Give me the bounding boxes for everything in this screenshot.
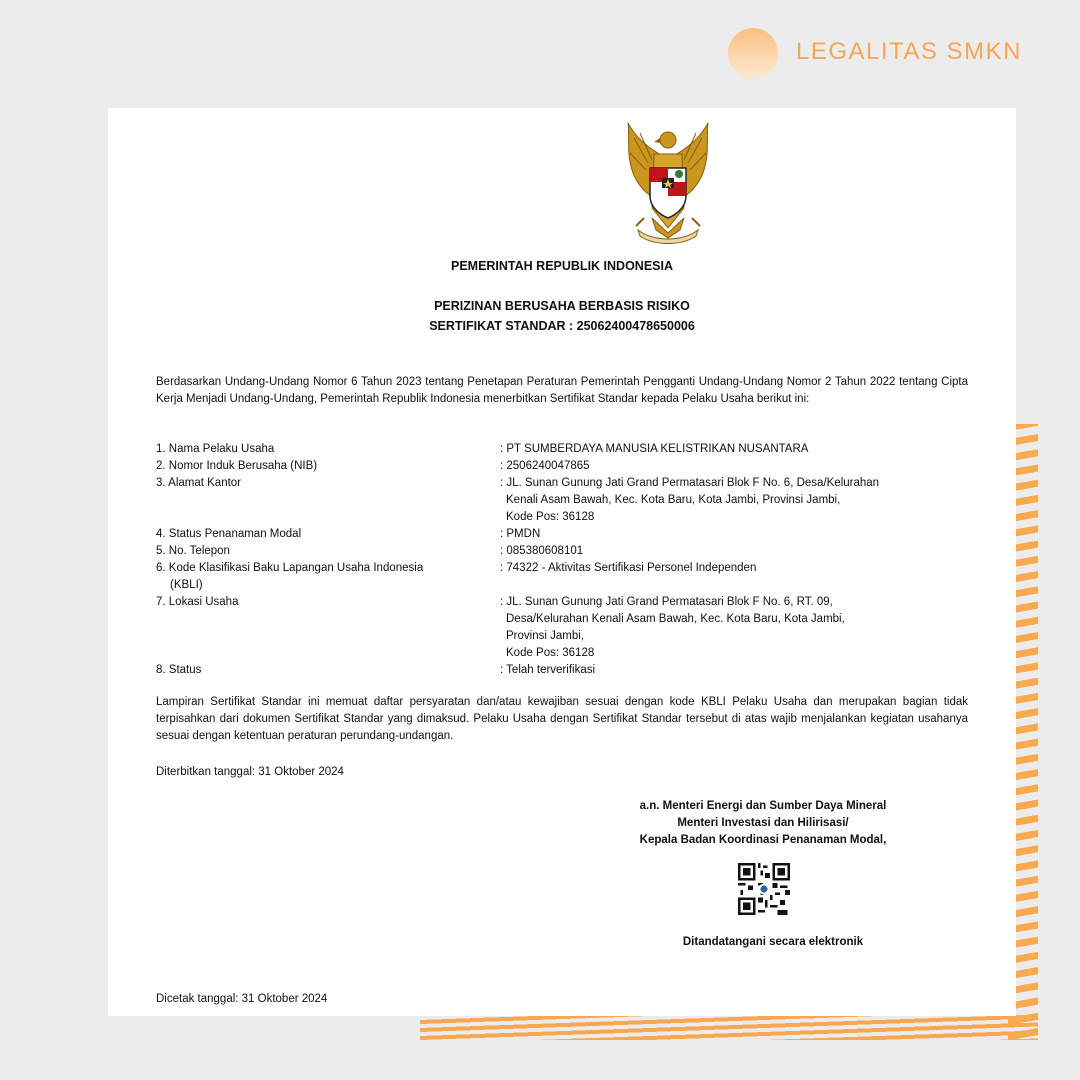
field-value <box>500 441 976 458</box>
field-value-line: : 74322 - Aktivitas Sertifikasi Personel Independen <box>500 562 757 574</box>
field-value-line: : 2506240047865 <box>500 460 590 472</box>
permit-subheading: PERIZINAN BERUSAHA BERBASIS RISIKO <box>434 299 690 313</box>
field-value-line: Kode Pos: 36128 <box>506 511 595 523</box>
qr-code-icon <box>738 863 790 915</box>
brand-circle-logo <box>728 28 778 78</box>
field-value <box>500 594 976 662</box>
field-label: 2. Nomor Induk Berusaha (NIB) <box>156 460 318 472</box>
field-value <box>500 458 976 475</box>
field-value-line: Desa/Kelurahan Kenali Asam Bawah, Kec. Kota Baru, Kota Jambi, <box>506 613 845 625</box>
issued-date: Diterbitkan tanggal: 31 Oktober 2024 <box>156 766 344 778</box>
field-value <box>500 526 976 543</box>
printed-date: Dicetak tanggal: 31 Oktober 2024 <box>156 993 328 1005</box>
field-value-line: : JL. Sunan Gunung Jati Grand Permatasari Blok F No. 6, RT. 09, <box>500 596 833 608</box>
field-row <box>156 594 976 662</box>
signature-block <box>598 798 928 849</box>
field-label: 8. Status <box>156 664 202 676</box>
garuda-emblem-icon <box>608 118 728 248</box>
field-row <box>156 526 976 543</box>
certificate-number: SERTIFIKAT STANDAR : 25062400478650006 <box>429 319 695 333</box>
field-value-line: Provinsi Jambi, <box>506 630 584 642</box>
field-label: 5. No. Telepon <box>156 545 230 557</box>
electronically-signed-note: Ditandatangani secara elektronik <box>682 936 864 948</box>
signature-line-2: Menteri Investasi dan Hilirisasi/ <box>677 817 849 829</box>
field-value-line: Kode Pos: 36128 <box>506 647 595 659</box>
field-value <box>500 560 976 594</box>
field-value <box>500 662 976 679</box>
field-label: 4. Status Penanaman Modal <box>156 528 302 540</box>
stripes-bottom <box>420 1012 1038 1040</box>
field-row <box>156 543 976 560</box>
government-heading: PEMERINTAH REPUBLIK INDONESIA <box>450 259 673 273</box>
signature-line-1: a.n. Menteri Energi dan Sumber Daya Mineral <box>639 800 887 812</box>
field-value-line: : JL. Sunan Gunung Jati Grand Permatasari Blok F No. 6, Desa/Kelurahan <box>500 477 880 489</box>
field-label <box>156 560 500 594</box>
signature-line-3: Kepala Badan Koordinasi Penanaman Modal, <box>639 834 887 846</box>
field-label: 7. Lokasi Usaha <box>156 596 239 608</box>
field-row <box>156 441 976 458</box>
field-value-line: : PT SUMBERDAYA MANUSIA KELISTRIKAN NUSANTARA <box>500 443 809 455</box>
field-value <box>500 543 976 560</box>
field-label-line: 6. Kode Klasifikasi Baku Lapangan Usaha Indonesia <box>156 562 424 574</box>
brand-title: LEGALITAS SMKN <box>796 38 1022 65</box>
field-row <box>156 662 976 679</box>
field-row <box>156 458 976 475</box>
field-value-line: : 085380608101 <box>500 545 584 557</box>
business-fields <box>156 441 976 679</box>
certificate-document <box>108 108 1016 1016</box>
intro-paragraph: Berdasarkan Undang-Undang Nomor 6 Tahun 2023 tentang Penetapan Peraturan Pemerintah Pengganti Undang-Undang Nomor 2 Tahun 2022 tentang Cipta Kerja Menjadi Undang-Undang, Pemerintah Republik Indonesia menerbitkan Sertifikat Standar kepada Pelaku Usaha berikut ini: <box>156 376 968 405</box>
field-label-line: (KBLI) <box>170 579 203 591</box>
field-value-line: : Telah terverifikasi <box>500 664 596 676</box>
field-value-line: Kenali Asam Bawah, Kec. Kota Baru, Kota Jambi, Provinsi Jambi, <box>506 494 841 506</box>
field-value-line: : PMDN <box>500 528 541 540</box>
attachment-paragraph: Lampiran Sertifikat Standar ini memuat daftar persyaratan dan/atau kewajiban sesuai dengan kode KBLI Pelaku Usaha dan merupakan bagian tidak terpisahkan dari dokumen Sertifikat Standar yang dimaksud. Pelaku Usaha dengan Sertifikat Standar tersebut di atas wajib menjalankan kegiatan usahanya sesuai dengan ketentuan peraturan perundang-undangan. <box>156 696 968 742</box>
field-label: 3. Alamat Kantor <box>156 477 242 489</box>
field-value <box>500 475 976 526</box>
field-row <box>156 475 976 526</box>
field-row <box>156 560 976 594</box>
field-label: 1. Nama Pelaku Usaha <box>156 443 275 455</box>
